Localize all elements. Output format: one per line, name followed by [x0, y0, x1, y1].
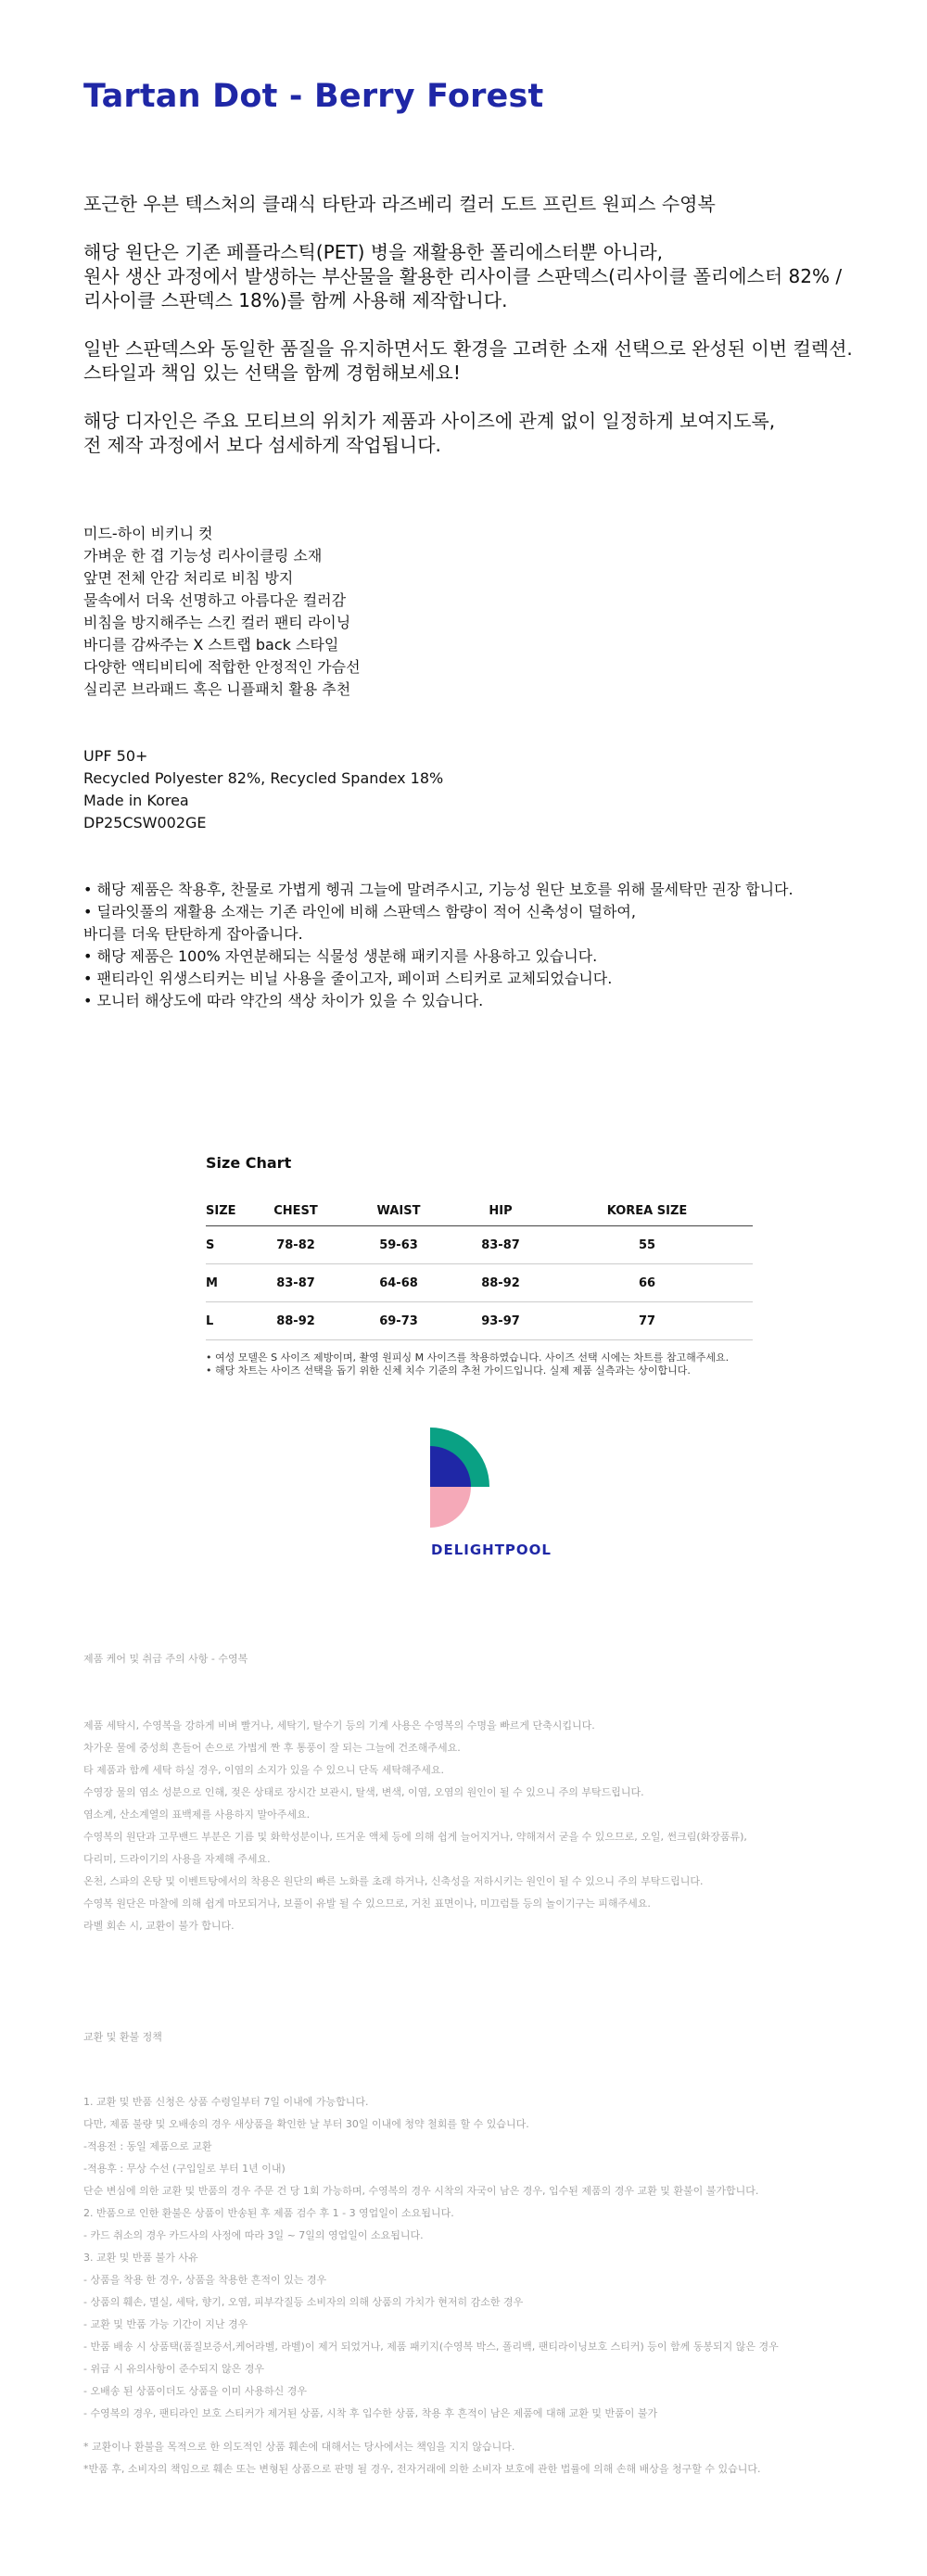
features-list — [83, 523, 361, 701]
care-line: 다리미, 드라이기의 사용을 자제해 주세요. — [83, 1853, 271, 1865]
exchange-section — [83, 2026, 162, 2049]
exchange-line: - 상품을 착용 한 경우, 상품을 착용한 흔적이 있는 경우 — [83, 2274, 327, 2286]
feature-item: 미드-하이 비키니 컷 — [83, 525, 213, 542]
specs-list — [83, 745, 443, 834]
intro-line: 일반 스판덱스와 동일한 품질을 유지하면서도 환경을 고려한 소재 선택으로 완성된 이번 컬렉션. — [83, 337, 853, 360]
note-item: • 팬티라인 위생스티커는 비닐 사용을 줄이고자, 페이퍼 스티커로 교체되었습니다. — [83, 970, 613, 987]
exchange-line: - 상품의 훼손, 멸실, 세탁, 향기, 오염, 피부각질등 소비자의 의해 상품의 가치가 현저히 감소한 경우 — [83, 2296, 524, 2308]
intro-line — [83, 216, 853, 240]
note-item: 바디를 더욱 탄탄하게 잡아줍니다. — [83, 925, 303, 943]
exchange-line: - 오배송 된 상품이더도 상품을 이미 사용하신 경우 — [83, 2385, 307, 2397]
intro-line — [83, 385, 853, 409]
size-chart-footnotes — [206, 1351, 729, 1377]
exchange-heading: 교환 및 환불 정책 — [83, 2031, 162, 2043]
care-section — [83, 1648, 747, 1937]
feature-item: 가벼운 한 겹 기능성 리사이클링 소재 — [83, 547, 323, 565]
note-item: • 해당 제품은 100% 자연분해되는 식물성 생분해 패키지를 사용하고 있습니다. — [83, 947, 598, 965]
exchange-line: 다만, 제품 불량 및 오배송의 경우 새상품을 확인한 날 부터 30일 이내에 청약 철회를 할 수 있습니다. — [83, 2118, 529, 2130]
note-item: • 모니터 해상도에 따라 약간의 색상 차이가 있을 수 있습니다. — [83, 992, 484, 1009]
chest-cell: 78-82 — [254, 1226, 337, 1264]
feature-item: 실리콘 브라패드 혹은 니플패치 활용 추천 — [83, 680, 351, 698]
intro-line: 스타일과 책임 있는 선택을 함께 경험해보세요! — [83, 362, 461, 384]
care-line: 온천, 스파의 온탕 및 이벤트탕에서의 착용은 원단의 빠른 노화를 초래 하거나, 신축성을 저하시키는 원인이 될 수 있으니 주의 부탁드립니다. — [83, 1875, 704, 1887]
waist-cell: 59-63 — [337, 1226, 460, 1264]
intro-line: 리사이클 스판덱스 18%)를 함께 사용해 제작합니다. — [83, 289, 508, 311]
korea-size-cell: 66 — [541, 1264, 753, 1302]
spec-item: Recycled Polyester 82%, Recycled Spandex 18% — [83, 769, 444, 787]
size-footnote: • 여성 모델은 S 사이즈 제방이며, 촬영 원피싱 M 사이즈를 착용하였습니다. 사이즈 선택 시에는 차트를 참고해주세요. — [206, 1351, 730, 1364]
korea-size-cell: 55 — [541, 1226, 753, 1264]
size-cell: M — [206, 1264, 254, 1302]
chest-header: CHEST — [254, 1196, 337, 1226]
notes-list — [83, 879, 794, 1012]
feature-item: 바디를 감싸주는 X 스트랩 back 스타일 — [83, 636, 339, 654]
care-line: 수영장 물의 염소 성분으로 인해, 젖은 상태로 장시간 보관시, 탈색, 변색, 이염, 오염의 원인이 될 수 있으니 주의 부탁드립니다. — [83, 1786, 644, 1798]
exchange-footnote: * 교환이나 환불을 목적으로 한 의도적인 상품 훼손에 대해서는 당사에서는 책임을 지지 않습니다. — [83, 2441, 515, 2453]
spec-item: DP25CSW002GE — [83, 814, 207, 831]
table-row — [206, 1264, 753, 1302]
exchange-line: 3. 교환 및 반품 불가 사유 — [83, 2252, 198, 2264]
hip-header: HIP — [460, 1196, 541, 1226]
exchange-line: -적용전 : 동일 제품으로 교환 — [83, 2140, 212, 2152]
spec-item: Made in Korea — [83, 792, 189, 809]
size-cell: S — [206, 1226, 254, 1264]
chest-cell: 83-87 — [254, 1264, 337, 1302]
exchange-line: 1. 교환 및 반품 신청은 상품 수령일부터 7일 이내에 가능합니다. — [83, 2096, 369, 2108]
note-item: • 딜라잇풀의 재활용 소재는 기존 라인에 비해 스판덱스 함량이 적어 신축성이 덜하여, — [83, 903, 636, 920]
exchange-footnotes — [83, 2436, 760, 2481]
care-line: 타 제품과 함께 세탁 하실 경우, 이염의 소지가 있을 수 있으니 단독 세탁해주세요. — [83, 1764, 444, 1776]
brand-name: DELIGHTPOOL — [431, 1542, 552, 1558]
exchange-policy-list — [83, 2091, 779, 2425]
size-chart-title: Size Chart — [206, 1154, 292, 1172]
spec-item: UPF 50+ — [83, 747, 148, 765]
care-line: 제품 세탁시, 수영복을 강하게 비벼 빨거나, 세탁기, 탈수기 등의 기계 사용은 수영복의 수명을 빠르게 단축시킵니다. — [83, 1719, 595, 1732]
intro-line: 전 제작 과정에서 보다 섬세하게 작업됩니다. — [83, 434, 441, 456]
size-header: SIZE — [206, 1196, 254, 1226]
size-cell: L — [206, 1302, 254, 1340]
intro-line: 해당 원단은 기존 페플라스틱(PET) 병을 재활용한 폴리에스터뿐 아니라, — [83, 241, 664, 263]
table-row — [206, 1302, 753, 1340]
intro-line: 해당 디자인은 주요 모티브의 위치가 제품과 사이즈에 관계 없이 일정하게 보여지도록, — [83, 410, 776, 432]
exchange-line: 단순 변심에 의한 교환 및 반품의 경우 주문 건 당 1회 가능하며, 수영복의 경우 시착의 자국이 남은 경우, 입수된 제품의 경우 교환 및 환불이 불가합니다. — [83, 2185, 759, 2197]
exchange-line: - 반품 배송 시 상품택(품질보증서,케어라벨, 라벨)이 제거 되었거나, 제품 패키지(수영복 박스, 폴리백, 팬티라이닝보호 스티커) 등이 함께 동봉되지 않은 경우 — [83, 2341, 779, 2353]
hip-cell: 83-87 — [460, 1226, 541, 1264]
korea-size-cell: 77 — [541, 1302, 753, 1340]
intro-line: 포근한 우븐 텍스처의 클래식 타탄과 라즈베리 컬러 도트 프린트 원피스 수영복 — [83, 193, 716, 215]
size-footnote: • 해당 차트는 사이즈 선택을 돕기 위한 신체 치수 기준의 추천 가이드입니다. 실제 제품 실측과는 상이합니다. — [206, 1364, 691, 1377]
exchange-line: - 수영복의 경우, 팬티라인 보호 스티커가 제거된 상품, 시착 후 입수한 상품, 착용 후 흔적이 남은 제품에 대해 교환 및 반품이 불가 — [83, 2407, 658, 2419]
exchange-line: - 위급 시 유의사항이 준수되지 않은 경우 — [83, 2363, 264, 2375]
chest-cell: 88-92 — [254, 1302, 337, 1340]
size-chart-table — [206, 1196, 753, 1340]
waist-cell: 64-68 — [337, 1264, 460, 1302]
care-line: 염소계, 산소계열의 표백제를 사용하지 말아주세요. — [83, 1808, 311, 1821]
care-heading: 제품 케어 및 취급 주의 사항 - 수영복 — [83, 1653, 248, 1665]
intro-section — [83, 192, 853, 457]
note-item: • 해당 제품은 착용후, 찬물로 가볍게 헹궈 그늘에 말려주시고, 기능성 원단 보호를 위해 물세탁만 권장 합니다. — [83, 881, 794, 898]
feature-item: 다양한 액티비티에 적합한 안정적인 가슴선 — [83, 658, 361, 676]
feature-item: 비침을 방지해주는 스킨 컬러 팬티 라이닝 — [83, 614, 351, 631]
exchange-line: -적용후 : 무상 수선 (구입일로 부터 1년 이내) — [83, 2163, 286, 2175]
feature-item: 물속에서 더욱 선명하고 아름다운 컬러감 — [83, 591, 347, 609]
hip-cell: 93-97 — [460, 1302, 541, 1340]
exchange-line: - 교환 및 반품 가능 기간이 지난 경우 — [83, 2318, 248, 2330]
waist-cell: 69-73 — [337, 1302, 460, 1340]
care-line: 수영복 원단은 마찰에 의해 쉽게 마모되거나, 보풀이 유발 될 수 있으므로, 거친 표면이나, 미끄럼틀 등의 놀이기구는 피해주세요. — [83, 1897, 651, 1910]
table-row — [206, 1226, 753, 1264]
care-line: 차가운 물에 중성희 흔들어 손으로 가볍게 짠 후 통풍이 잘 되는 그늘에 건조해주세요. — [83, 1742, 461, 1754]
size-chart-header-row — [206, 1196, 753, 1226]
hip-cell: 88-92 — [460, 1264, 541, 1302]
feature-item: 앞면 전체 안감 처리로 비침 방지 — [83, 569, 294, 587]
intro-line — [83, 312, 853, 336]
care-line: 라벨 회손 시, 교환이 불가 합니다. — [83, 1920, 235, 1932]
korea-size-header: KOREA SIZE — [541, 1196, 753, 1226]
delightpool-logo-icon — [430, 1428, 514, 1537]
exchange-footnote: *반품 후, 소비자의 책임으로 훼손 또는 변형된 상품으로 판명 될 경우, 전자거래에 의한 소비자 보호에 관한 법률에 의해 손해 배상을 청구할 수 있습니다. — [83, 2463, 761, 2475]
intro-line: 원사 생산 과정에서 발생하는 부산물을 활용한 리사이클 스판덱스(리사이클 폴리에스터 82% / — [83, 265, 843, 287]
exchange-line: - 카드 취소의 경우 카드사의 사정에 따라 3일 ~ 7일의 영업일이 소요됩니다. — [83, 2229, 424, 2241]
exchange-line: 2. 반품으로 인한 환불은 상품이 반송된 후 제품 검수 후 1 - 3 영업일이 소요됩니다. — [83, 2207, 454, 2219]
care-line: 수영복의 원단과 고무밴드 부분은 기름 및 화학성분이나, 뜨거운 액체 등에 의해 쉽게 늘어지거나, 약해져서 굳을 수 있으므로, 오일, 썬크림(화장품류), — [83, 1831, 747, 1843]
waist-header: WAIST — [337, 1196, 460, 1226]
product-title: Tartan Dot - Berry Forest — [83, 78, 544, 115]
